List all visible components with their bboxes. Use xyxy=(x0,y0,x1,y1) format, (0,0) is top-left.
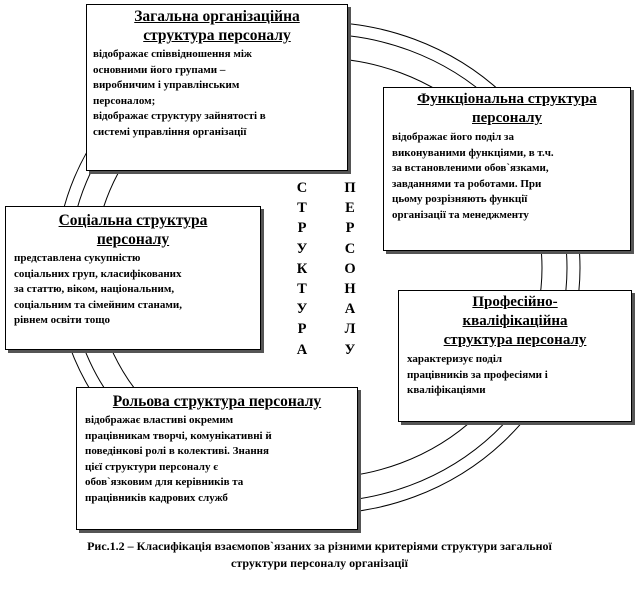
general-structure-description: відображає співвідношення між основними його групами – виробничим і управлінським персоналом; відображає структуру зайнятості в системі управління організації xyxy=(93,48,266,138)
role-structure-title: Рольова структура персоналу xyxy=(112,393,322,410)
social-structure-box xyxy=(5,206,261,350)
center-vertical-word-structure: С Т Р У К Т У Р А xyxy=(296,180,308,358)
role-structure-box xyxy=(76,387,358,530)
professional-qualification-structure-box xyxy=(398,290,632,422)
role-structure-description: відображає властиві окремим працівникам творчі, комунікативні й поведінкові ролі в колективі. Знання цієї структури персоналу є обов`язковим для керівників та працівників кадрових служб xyxy=(85,414,272,504)
functional-structure-description: відображає його поділ за виконуваними функціями, в т.ч. за встановленими обов`язками, завданнями та роботами. При цьому розрізняють функції організації та менеджменту xyxy=(392,131,554,221)
functional-structure-title: Функціональна структура персоналу xyxy=(417,91,597,126)
figure-caption-line-1: Рис.1.2 – Класифікація взаємопов`язаних за різними критеріями структури загальної xyxy=(87,539,552,553)
professional-qualification-structure-title: Професійно- кваліфікаційна структура персоналу xyxy=(443,294,587,348)
professional-qualification-structure-description: характеризує поділ працівників за професіями і кваліфікаціями xyxy=(407,353,548,396)
social-structure-description: представлена сукупністю соціальних груп, класифікованих за статтю, віком, національним, соціальним та сімейним станами, рівнем освіти тощо xyxy=(14,252,182,326)
center-vertical-word-personnel: П Е Р С О Н А Л У xyxy=(344,180,356,358)
general-structure-box xyxy=(86,4,348,171)
general-structure-title: Загальна організаційна структура персоналу xyxy=(134,8,300,44)
figure-caption-line-2: структури персоналу організації xyxy=(231,556,408,570)
functional-structure-box xyxy=(383,87,631,251)
social-structure-title: Соціальна структура персоналу xyxy=(58,212,208,248)
